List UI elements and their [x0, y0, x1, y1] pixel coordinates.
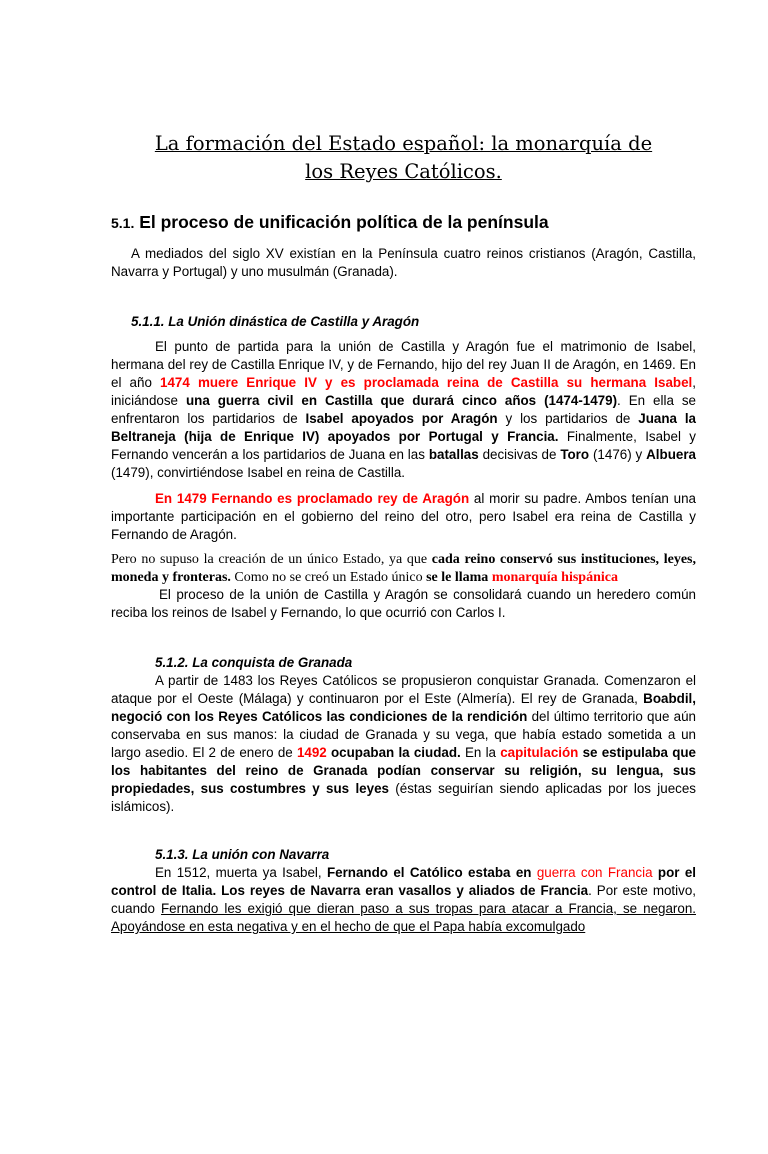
paragraph-513-1 — [111, 864, 696, 936]
paragraph-511-1 — [111, 338, 696, 482]
bold-text: una guerra civil en Castilla que durará cinco años (1474-1479) — [185, 393, 618, 408]
text-run: . Por este motivo, cuando — [111, 883, 696, 916]
intro-paragraph: A mediados del siglo XV existían en la Península cuatro reinos cristianos (Aragón, Castilla, Navarra y Portugal) y uno musulmán (Granada). — [111, 246, 696, 279]
text-run: (1476) y — [589, 447, 647, 462]
document-title — [81, 130, 726, 186]
bold-text: se estipulaba que los habitantes del reino de Granada podían conservar su religión, su lengua, sus propiedades, sus costumbres y sus leyes — [111, 745, 696, 796]
text-run: (éstas seguirían siendo aplicadas por los jueces islámicos). — [111, 781, 696, 814]
text-run: En 1512, muerta ya Isabel, — [155, 865, 327, 880]
text-run: (1479), convirtiéndose Isabel en reina de Castilla. — [111, 465, 406, 480]
text-run: A partir de 1483 los Reyes Católicos se propusieron conquistar Granada. Comenzaron el ataque por el Oeste (Málaga) y continuaron por el Este (Almería). El rey de Granada, — [111, 673, 696, 706]
subsection-title-513: 5.1.3. La unión con Navarra — [155, 847, 330, 862]
section-heading — [111, 210, 696, 235]
section-heading-text: El proceso de unificación política de la península — [134, 212, 549, 232]
bold-text: cada reino conservó sus instituciones, leyes, moneda y fronteras. — [111, 552, 696, 585]
bold-text: Boabdil, negoció con los Reyes Católicos las condiciones de la rendición — [111, 691, 696, 724]
text-run: del último territorio que aún conservaba en sus manos: la ciudad de Granada y su vega, que había estado sometida a un largo asedio. El 2 de enero de — [111, 709, 696, 760]
bold-text: Fernando el Católico estaba en — [326, 865, 532, 880]
bold-text: batallas — [428, 447, 479, 462]
underlined-text: Fernando les exigió que dieran paso a sus tropas para atacar a Francia, se negaron. Apoyándose en esta negativa y en el hecho de que el Papa había excomulgado — [111, 901, 696, 934]
text-run: al morir su padre. Ambos tenían una importante participación en el gobierno del reino del otro, pero Isabel era reina de Castilla y Fernando de Aragón. — [111, 491, 696, 542]
red-bold-text: 1492 — [296, 745, 327, 760]
paragraph-511-2 — [111, 490, 696, 544]
bold-text: ocupaban la ciudad. — [330, 745, 461, 760]
paragraph-511-3 — [111, 551, 696, 586]
red-bold-text: capitulación — [500, 745, 579, 760]
paragraph-511-4: El proceso de la unión de Castilla y Aragón se consolidará cuando un heredero común reciba los reinos de Isabel y Fernando, lo que ocurrió con Carlos I. — [111, 587, 696, 620]
text-run: . En ella se enfrentaron los partidarios de — [111, 393, 697, 426]
bold-text: por el control de Italia. Los reyes de Navarra eran vasallos y aliados de Francia — [111, 865, 696, 898]
subsection-title-512: 5.1.2. La conquista de Granada — [155, 655, 353, 670]
subsection-title-511: 5.1.1. La Unión dinástica de Castilla y Aragón — [131, 314, 420, 329]
red-text: guerra con Francia — [536, 865, 653, 880]
text-run: Finalmente, Isabel y Fernando vencerán a los partidarios de Juana en las — [111, 429, 696, 462]
text-run: , iniciándose — [111, 375, 696, 408]
text-run: Pero no supuso la creación de un único Estado, ya que — [111, 552, 432, 567]
text-run: decisivas de — [478, 447, 561, 462]
bold-text: Toro — [560, 447, 590, 462]
section-number: 5.1. — [111, 215, 135, 231]
red-bold-text: En 1479 Fernando es proclamado rey de Aragón — [155, 491, 470, 506]
red-bold-text: monarquía hispánica — [491, 569, 618, 585]
bold-text: Albuera — [646, 447, 696, 462]
text-run: y los partidarios de — [497, 411, 639, 426]
text-run: El punto de partida para la unión de Castilla y Aragón fue el matrimonio de Isabel, hermana del rey de Castilla Enrique IV, y de Fernando, hijo del rey Juan II de Aragón, en 1469. En el año — [111, 339, 696, 390]
paragraph-512-1 — [111, 672, 696, 816]
bold-text: Isabel apoyados por Aragón — [305, 411, 498, 426]
red-bold-text: 1474 muere Enrique IV y es proclamada reina de Castilla su hermana Isabel — [160, 375, 693, 390]
title-line-1: La formación del Estado español: la monarquía de — [154, 132, 653, 155]
document-page — [0, 130, 768, 1154]
bold-text: Juana la Beltraneja (hija de Enrique IV) apoyados por Portugal y Francia. — [111, 411, 696, 444]
bold-text: se le llama — [426, 569, 492, 585]
title-line-2: los Reyes Católicos. — [305, 160, 502, 183]
text-run: En la — [460, 745, 501, 760]
text-run: Como no se creó un Estado único — [230, 569, 427, 585]
